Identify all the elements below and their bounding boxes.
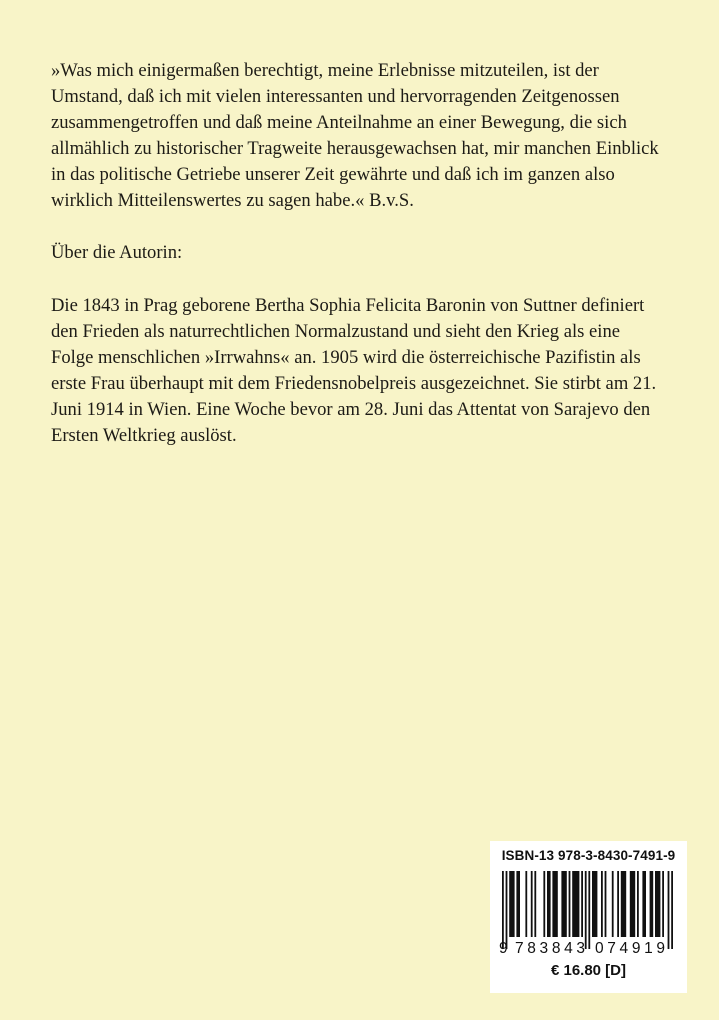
quote-line: zusammengetroffen und daß meine Anteilnahme an einer Bewegung, die sich <box>51 112 627 134</box>
bio-line: erste Frau überhaupt mit dem Friedensnobelpreis ausgezeichnet. Sie stirbt am 21. <box>51 372 657 394</box>
barcode-first-digit: 9 <box>499 940 508 957</box>
barcode-bar <box>502 871 504 949</box>
barcode-bar <box>585 871 587 949</box>
back-cover-text <box>51 58 671 449</box>
bio-line: Juni 1914 in Wien. Eine Woche bevor am 28. Juni das Attentat von Sarajevo den <box>51 399 651 421</box>
barcode-bar <box>572 871 579 937</box>
barcode-bar <box>637 871 639 937</box>
bio-line: den Frieden als naturrechtlichen Normalzustand und sieht den Krieg als eine <box>51 320 620 342</box>
barcode-bar <box>668 871 670 949</box>
barcode-image <box>495 871 682 957</box>
barcode-bar <box>581 871 583 937</box>
barcode-bar <box>612 871 614 937</box>
barcode-bar <box>601 871 603 937</box>
barcode-bar <box>621 871 626 937</box>
bio-line: Die 1843 in Prag geborene Bertha Sophia Felicita Baronin von Suttner definiert <box>51 294 645 316</box>
quote-line: »Was mich einigermaßen berechtigt, meine Erlebnisse mitzuteilen, ist der <box>51 60 599 81</box>
barcode-label <box>490 841 687 993</box>
barcode-bar <box>588 871 590 949</box>
barcode-bar <box>605 871 607 937</box>
barcode-bar <box>592 871 597 937</box>
barcode-bar <box>516 871 520 937</box>
bio-line: Folge menschlichen »Irrwahns« an. 1905 wird die österreichische Pazifistin als <box>51 346 641 368</box>
quote-line: in das politische Getriebe unserer Zeit gewährte und daß ich im ganzen also <box>51 164 615 186</box>
quote-paragraph <box>51 58 671 215</box>
quote-line: allmählich zu historischer Tragweite herausgewachsen hat, mir manchen Einblick <box>51 138 659 160</box>
barcode-bar <box>671 871 673 949</box>
barcode-bar <box>552 871 557 937</box>
barcode-bar <box>662 871 664 937</box>
barcode-right-digits: 074919 <box>595 940 665 957</box>
barcode-bar <box>543 871 545 937</box>
barcode-bar <box>561 871 566 937</box>
isbn-number: ISBN-13 978-3-8430-7491-9 <box>501 848 676 863</box>
barcode-bar <box>569 871 571 937</box>
barcode-bar <box>642 871 646 937</box>
barcode-bar <box>547 871 551 937</box>
barcode-bar <box>506 871 508 949</box>
about-heading: Über die Autorin: <box>51 241 183 263</box>
bio-line: Ersten Weltkrieg auslöst. <box>51 425 237 447</box>
barcode-bar <box>655 871 660 937</box>
quote-line: wirklich Mitteilenswertes zu sagen habe.« B.v.S. <box>51 190 414 212</box>
quote-line: Umstand, daß ich mit vielen interessanten und hervorragenden Zeitgenossen <box>51 86 620 108</box>
barcode-left-digits: 783843 <box>515 940 585 957</box>
barcode-bar <box>534 871 536 937</box>
barcode-bar <box>525 871 527 937</box>
price: € 16.80 [D] <box>550 962 627 979</box>
barcode-bar <box>650 871 654 937</box>
bio-paragraph <box>51 293 671 450</box>
barcode-bar <box>630 871 635 937</box>
barcode-bar <box>617 871 619 937</box>
barcode-bar <box>509 871 514 937</box>
barcode-bar <box>531 871 533 937</box>
